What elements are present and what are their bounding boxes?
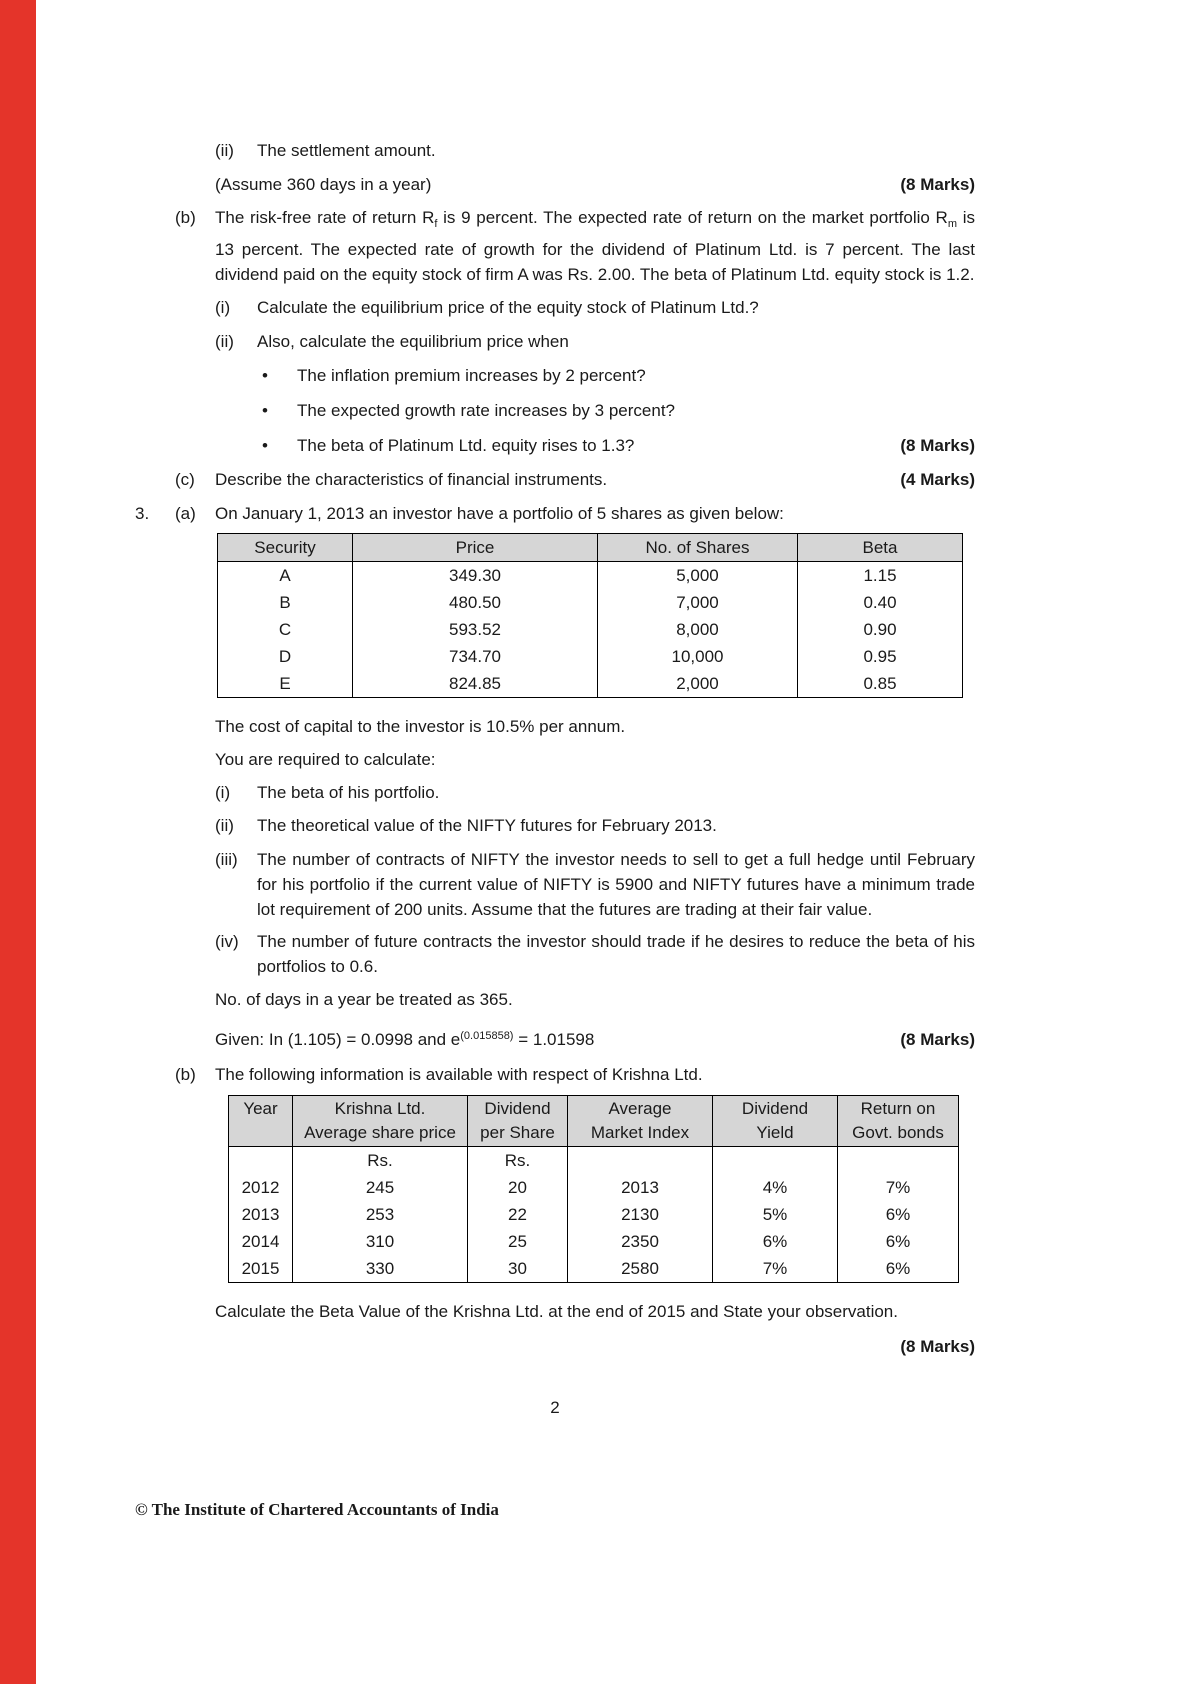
bullet-text: The expected growth rate increases by 3 percent? (297, 401, 675, 420)
part-label: (a) (175, 504, 196, 523)
table-row (218, 670, 963, 698)
q3-item-i (215, 780, 975, 805)
assume-text: (Assume 360 days in a year) (215, 175, 432, 194)
item-text: The number of contracts of NIFTY the investor needs to sell to get a full hedge until February for his portfolio if the current value of NIFTY is 5900 and NIFTY futures have a minimum trade lot requirement of 200 units. Assume that the futures are trading at their fair value. (257, 850, 975, 919)
required-text: You are required to calculate: (215, 750, 436, 769)
part-label: (b) (175, 1065, 196, 1084)
q3-part-b (175, 1062, 975, 1087)
table-cell: 7,000 (598, 589, 798, 616)
table-cell: 253 (293, 1201, 468, 1228)
bullet-item (262, 363, 975, 388)
table-cell: 10,000 (598, 643, 798, 670)
header-line: Krishna Ltd. (334, 1099, 426, 1118)
item-text: Calculate the equilibrium price of the equity stock of Platinum Ltd.? (257, 298, 759, 317)
table-cell: 5,000 (598, 562, 798, 590)
table-cell: 5% (713, 1201, 838, 1228)
table-cell: 824.85 (353, 670, 598, 698)
item-label: (ii) (215, 332, 234, 351)
table-cell: 25 (468, 1228, 568, 1255)
table-cell: 6% (838, 1201, 959, 1228)
days-note: No. of days in a year be treated as 365. (215, 990, 513, 1009)
table-cell: 734.70 (353, 643, 598, 670)
table-cell (838, 1147, 959, 1175)
table-cell: 20 (468, 1174, 568, 1201)
table-cell: 6% (838, 1255, 959, 1283)
marks-badge: (8 Marks) (900, 1030, 975, 1049)
q3-item-ii (215, 813, 975, 838)
marks-badge: (8 Marks) (900, 1337, 975, 1356)
q3-heading (135, 501, 975, 526)
header-line: Year (243, 1099, 278, 1118)
portfolio-table (217, 533, 963, 698)
bullet-icon: • (262, 366, 268, 385)
table-row (218, 616, 963, 643)
table-cell: 310 (293, 1228, 468, 1255)
table-cell: 0.40 (798, 589, 963, 616)
col-price: Price (353, 534, 598, 562)
table-cell: D (218, 643, 353, 670)
copyright-footer: © The Institute of Chartered Accountants of India (135, 1500, 499, 1519)
part-text: Describe the characteristics of financial instruments. (215, 470, 608, 489)
cost-of-capital-text: The cost of capital to the investor is 10.5% per annum. (215, 717, 626, 736)
q2-assume-line (215, 172, 975, 197)
q2-part-b-item-ii (215, 329, 975, 354)
table-row (229, 1255, 959, 1283)
table-cell: 2350 (568, 1228, 713, 1255)
table-cell (229, 1147, 293, 1175)
part-text: On January 1, 2013 an investor have a portfolio of 5 shares as given below: (215, 504, 784, 523)
bullet-icon: • (262, 401, 268, 420)
table-header-row (229, 1096, 959, 1147)
item-text: The theoretical value of the NIFTY futures for February 2013. (257, 816, 717, 835)
bullet-item (262, 433, 975, 458)
text-segment: The risk-free rate of return R (215, 208, 435, 227)
krishna-table (228, 1095, 959, 1283)
superscript-exponent: (0.015858) (460, 1030, 514, 1042)
table-cell: 349.30 (353, 562, 598, 590)
table-cell: 0.95 (798, 643, 963, 670)
header-line: Return on (860, 1099, 936, 1118)
col-avg-market-index (568, 1096, 713, 1147)
q2-part-b (175, 205, 975, 287)
item-text: The beta of his portfolio. (257, 783, 440, 802)
table-cell: 2015 (229, 1255, 293, 1283)
table-cell: 4% (713, 1174, 838, 1201)
item-text: The settlement amount. (257, 141, 436, 160)
table-cell: 2,000 (598, 670, 798, 698)
part-label: (b) (175, 208, 196, 227)
text-segment: = 1.01598 (513, 1030, 595, 1049)
table-cell: Rs. (293, 1147, 468, 1175)
table-cell: 593.52 (353, 616, 598, 643)
text-segment: is 13 percent. The expected rate of growth for the dividend of Platinum Ltd. is 7 percent. The last dividend paid on the equity stock of firm A was Rs. 2.00. The beta of Platinum Ltd. equity stock is 1.2. (215, 208, 975, 284)
item-label: (ii) (215, 141, 234, 160)
table-cell: 22 (468, 1201, 568, 1228)
part-text: The following information is available with respect of Krishna Ltd. (215, 1065, 703, 1084)
col-dividend-yield (713, 1096, 838, 1147)
binding-edge-stripe (0, 0, 36, 1684)
table-cell: 7% (838, 1174, 959, 1201)
table-cell: Rs. (468, 1147, 568, 1175)
col-return-govt-bonds (838, 1096, 959, 1147)
bullet-item (262, 398, 975, 423)
table-cell: 30 (468, 1255, 568, 1283)
q3-item-iii (215, 847, 975, 922)
item-text: The number of future contracts the investor should trade if he desires to reduce the beta of his portfolios to 0.6. (257, 932, 975, 976)
table-cell: 0.90 (798, 616, 963, 643)
page-content (135, 138, 975, 1420)
q2-part-b-item-i (215, 295, 975, 320)
table-cell: 330 (293, 1255, 468, 1283)
table-row (218, 643, 963, 670)
table-row (229, 1228, 959, 1255)
table-row (218, 562, 963, 590)
table-cell: 245 (293, 1174, 468, 1201)
bullet-text: The inflation premium increases by 2 percent? (297, 366, 646, 385)
header-line: Market Index (590, 1123, 690, 1142)
q2-item-ii (215, 138, 975, 163)
col-dividend-per-share (468, 1096, 568, 1147)
table-cell (713, 1147, 838, 1175)
table-cell: 1.15 (798, 562, 963, 590)
header-line: Dividend (741, 1099, 809, 1118)
table-cell: B (218, 589, 353, 616)
col-year (229, 1096, 293, 1147)
marks-badge: (8 Marks) (900, 175, 975, 194)
table-row (229, 1174, 959, 1201)
table-cell: 2014 (229, 1228, 293, 1255)
q2-part-c (175, 467, 975, 492)
table-cell: C (218, 616, 353, 643)
item-label: (iii) (215, 850, 238, 869)
header-line: Yield (756, 1123, 794, 1142)
subscript-f: f (434, 218, 438, 230)
part-label: (c) (175, 470, 195, 489)
table-cell: 2130 (568, 1201, 713, 1228)
table-cell: A (218, 562, 353, 590)
marks-line (215, 1334, 975, 1359)
item-label: (i) (215, 783, 231, 802)
marks-badge: (4 Marks) (900, 470, 975, 489)
krishna-table-body (229, 1147, 959, 1283)
table-row (229, 1201, 959, 1228)
col-avg-share-price (293, 1096, 468, 1147)
table-cell: 8,000 (598, 616, 798, 643)
question-number: 3. (135, 504, 150, 523)
table-row (218, 589, 963, 616)
header-line: Dividend (484, 1099, 551, 1118)
table-cell: E (218, 670, 353, 698)
calculate-beta-text: Calculate the Beta Value of the Krishna Ltd. at the end of 2015 and State your observation. (215, 1302, 898, 1321)
q3-item-iv (215, 929, 975, 979)
item-label: (i) (215, 298, 231, 317)
marks-badge: (8 Marks) (900, 436, 975, 455)
col-no-of-shares: No. of Shares (598, 534, 798, 562)
table-cell: 0.85 (798, 670, 963, 698)
header-line: Average share price (304, 1123, 456, 1142)
col-security: Security (218, 534, 353, 562)
portfolio-table-body (218, 562, 963, 698)
bullet-text: The beta of Platinum Ltd. equity rises to 1.3? (297, 436, 635, 455)
subheader-row (229, 1147, 959, 1175)
table-cell: 7% (713, 1255, 838, 1283)
header-line: per Share (480, 1123, 555, 1142)
table-cell: 6% (838, 1228, 959, 1255)
item-label: (ii) (215, 816, 234, 835)
table-cell: 480.50 (353, 589, 598, 616)
table-cell: 2580 (568, 1255, 713, 1283)
table-cell: 2013 (229, 1201, 293, 1228)
header-line: Average (608, 1099, 672, 1118)
bullet-icon: • (262, 436, 268, 455)
table-cell (568, 1147, 713, 1175)
table-header-row (218, 534, 963, 562)
col-beta: Beta (798, 534, 963, 562)
subscript-m: m (947, 218, 957, 230)
q2-part-b-text (215, 205, 975, 287)
header-line: Govt. bonds (852, 1123, 944, 1142)
table-cell: 2012 (229, 1174, 293, 1201)
item-label: (iv) (215, 932, 239, 951)
table-cell: 2013 (568, 1174, 713, 1201)
item-text: Also, calculate the equilibrium price when (257, 332, 569, 351)
given-text (215, 1024, 594, 1052)
table-cell: 6% (713, 1228, 838, 1255)
text-segment: is 9 percent. The expected rate of return on the market portfolio R (437, 208, 948, 227)
text-segment: Given: In (1.105) = 0.0998 and e (215, 1030, 461, 1049)
page-number: 2 (550, 1398, 560, 1417)
given-line (215, 1024, 975, 1052)
